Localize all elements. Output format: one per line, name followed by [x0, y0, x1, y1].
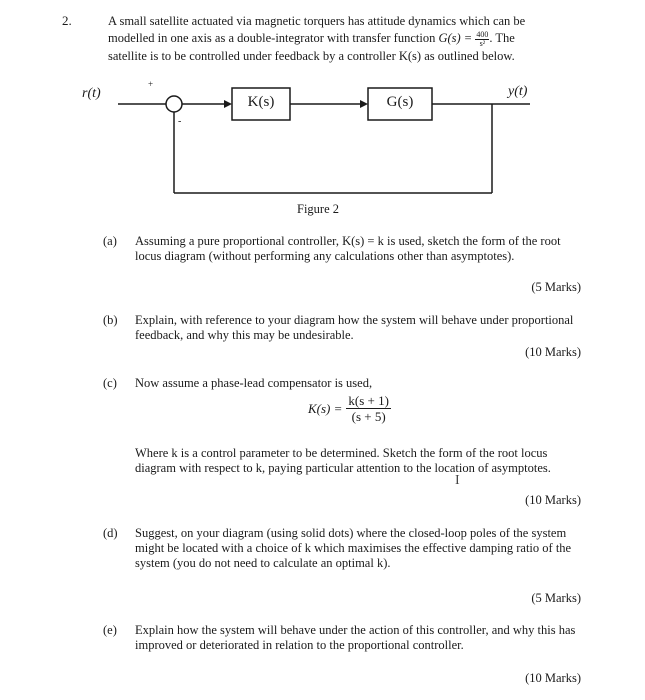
part-e-letter: (e)	[103, 623, 117, 637]
part-a-marks: (5 Marks)	[531, 280, 581, 294]
part-c-text: Now assume a phase-lead compensator is used,	[135, 376, 373, 390]
compensator-fraction: $\frac{k(s + 1)}{(s + 5)}$	[348, 393, 389, 424]
question-number: 2.	[62, 13, 72, 28]
part-b-marks: (10 Marks)	[525, 345, 581, 359]
part-b-text: Explain, with reference to your diagram how the system will behave under proportional feedback, and why this may be undesirable.	[135, 313, 574, 342]
part-c-marks: (10 Marks)	[525, 493, 581, 507]
part-c-letter: (c)	[103, 376, 117, 390]
part-a-letter: (a)	[103, 234, 117, 248]
arrow-into-plant	[360, 100, 368, 108]
question-intro	[108, 13, 588, 65]
controller-block-label: K(s)	[247, 94, 275, 110]
part-e-text: Explain how the system will behave under the action of this controller, and why this has improved or deteriorated in relation to the proportional controller.	[135, 623, 576, 652]
arrow-into-controller	[224, 100, 232, 108]
figure-caption: Figure 2	[297, 202, 340, 216]
part-d-letter: (d)	[103, 526, 118, 540]
part-b-letter: (b)	[103, 313, 118, 327]
compensator-formula	[308, 393, 391, 424]
plus-sign: +	[148, 79, 154, 89]
text-cursor-icon: I	[455, 473, 460, 488]
summing-junction	[166, 96, 182, 112]
intro-line-1: A small satellite actuated via magnetic torquers has attitude dynamics which can be	[108, 14, 526, 28]
part-a-text: Assuming a pure proportional controller, K(s) = k is used, sketch the form of the root locus diagram (without performing any calculations other than asymptotes).	[135, 234, 561, 263]
plant-block-label: G(s)	[386, 94, 414, 110]
minus-sign: -	[178, 116, 182, 127]
part-d-text: Suggest, on your diagram (using solid dots) where the closed-loop poles of the system might be located with a choice of k which maximises the effective damping ratio of the system (you do not need to calculate an optimal k).	[135, 526, 572, 570]
part-e-marks: (10 Marks)	[525, 671, 581, 685]
output-label: y(t)	[508, 84, 528, 99]
input-label: r(t)	[82, 86, 101, 101]
part-d-marks: (5 Marks)	[531, 591, 581, 605]
intro-line-3: satellite is to be controlled under feedback by a controller K(s) as outlined below.	[108, 48, 515, 63]
compensator-lhs: K(s) =	[308, 400, 343, 416]
part-c-text-2: Where k is a control parameter to be determined. Sketch the form of the root locus diagram with respect to k, paying particular attention to the location of asymptotes.	[135, 446, 551, 475]
intro-line-2: modelled in one axis as a double-integrator with transfer function G(s) = $\frac{400}{\text{s²}}$ . The	[108, 29, 515, 48]
transfer-function-lhs: G(s) =	[438, 31, 473, 45]
transfer-function-fraction: $\frac{400}{\text{s²}}$	[476, 29, 489, 48]
